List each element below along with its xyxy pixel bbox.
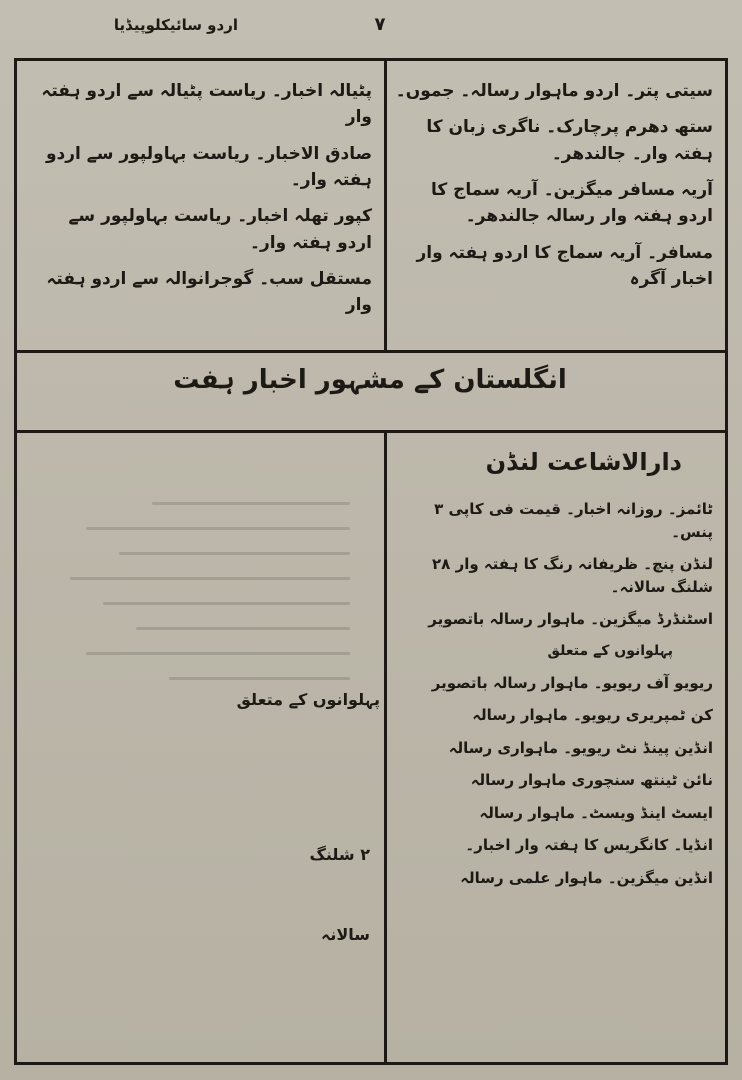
entry-indent: پہلوانوں کے متعلق [547, 642, 673, 659]
top-right-column [395, 78, 713, 302]
frame-top-rule [14, 58, 728, 61]
entry: ٹائمز۔ روزانہ اخبار۔ قیمت فی کاپی ۳ پنس۔ [434, 500, 713, 541]
london-heading: دارالاشاعت لنڈن [485, 448, 682, 476]
top-left-column [28, 78, 372, 329]
entry: انڈین پینڈ نٹ ریویو۔ ماہواری رسالہ [448, 738, 713, 757]
bleed-through-text [30, 480, 360, 780]
entry: مسافر۔ آریہ سماج کا اردو ہفتہ وار اخبار آگرہ [416, 242, 713, 290]
entry: آریہ مسافر میگزین۔ آریہ سماج کا اردو ہفتہ وار رسالہ جالندھر۔ [430, 180, 713, 227]
wrestlers-note: پہلوانوں کے متعلق [236, 690, 380, 709]
running-title: اردو سائیکلوپیڈیا [113, 16, 238, 34]
entry: کن ٹمپریری ریویو۔ ماہوار رسالہ [472, 706, 713, 724]
london-column [395, 498, 713, 899]
entry: کپور تھلہ اخبار۔ ریاست بہاولپور سے اردو ہفتہ وار۔ [68, 206, 372, 253]
entry: سیتی پتر۔ اردو ماہوار رسالہ۔ جموں۔ [395, 81, 713, 101]
top-column-divider [384, 58, 387, 350]
entry: صادق الاخبار۔ ریاست بہاولپور سے اردو ہفتہ وار۔ [45, 143, 372, 191]
entry: پٹیالہ اخبار۔ ریاست پٹیالہ سے اردو ہفتہ وار [41, 81, 372, 128]
entry: نائن ٹینتھ سنچوری ماہوار رسالہ [470, 771, 713, 789]
entry: اسٹنڈرڈ میگزین۔ ماہوار رسالہ باتصویر [428, 610, 713, 628]
frame-right-rule [725, 58, 728, 1065]
entry: مستقل سب۔ گوجرانوالہ سے اردو ہفتہ وار [46, 269, 372, 316]
shillings-note: ۲ شلنگ [309, 845, 370, 864]
page-number: ۷ [374, 14, 386, 35]
entry: ستھ دھرم پرچارک۔ ناگری زبان کا ہفتہ وار۔ جالندھر۔ [426, 117, 713, 164]
frame-bottom-rule [14, 1062, 728, 1065]
bottom-column-divider [384, 430, 387, 1065]
section-rule-lower [14, 430, 728, 433]
entry: ایسٹ اینڈ ویسٹ۔ ماہوار رسالہ [479, 803, 713, 822]
section-rule-upper [14, 350, 728, 353]
entry: ریویو آف ریویو۔ ماہوار رسالہ باتصویر [431, 673, 713, 692]
entry: انڈین میگزین۔ ماہوار علمی رسالہ [460, 868, 713, 887]
frame-left-rule [14, 58, 17, 1065]
entry: لنڈن پنچ۔ ظریفانہ رنگ کا ہفتہ وار ۲۸ شلنگ سالانہ۔ [432, 555, 713, 596]
entry: انڈیا۔ کانگریس کا ہفتہ وار اخبار۔ [465, 836, 713, 854]
annual-note: سالانہ [320, 925, 370, 944]
section-heading: انگلستان کے مشہور اخبار ہفت [173, 365, 567, 395]
